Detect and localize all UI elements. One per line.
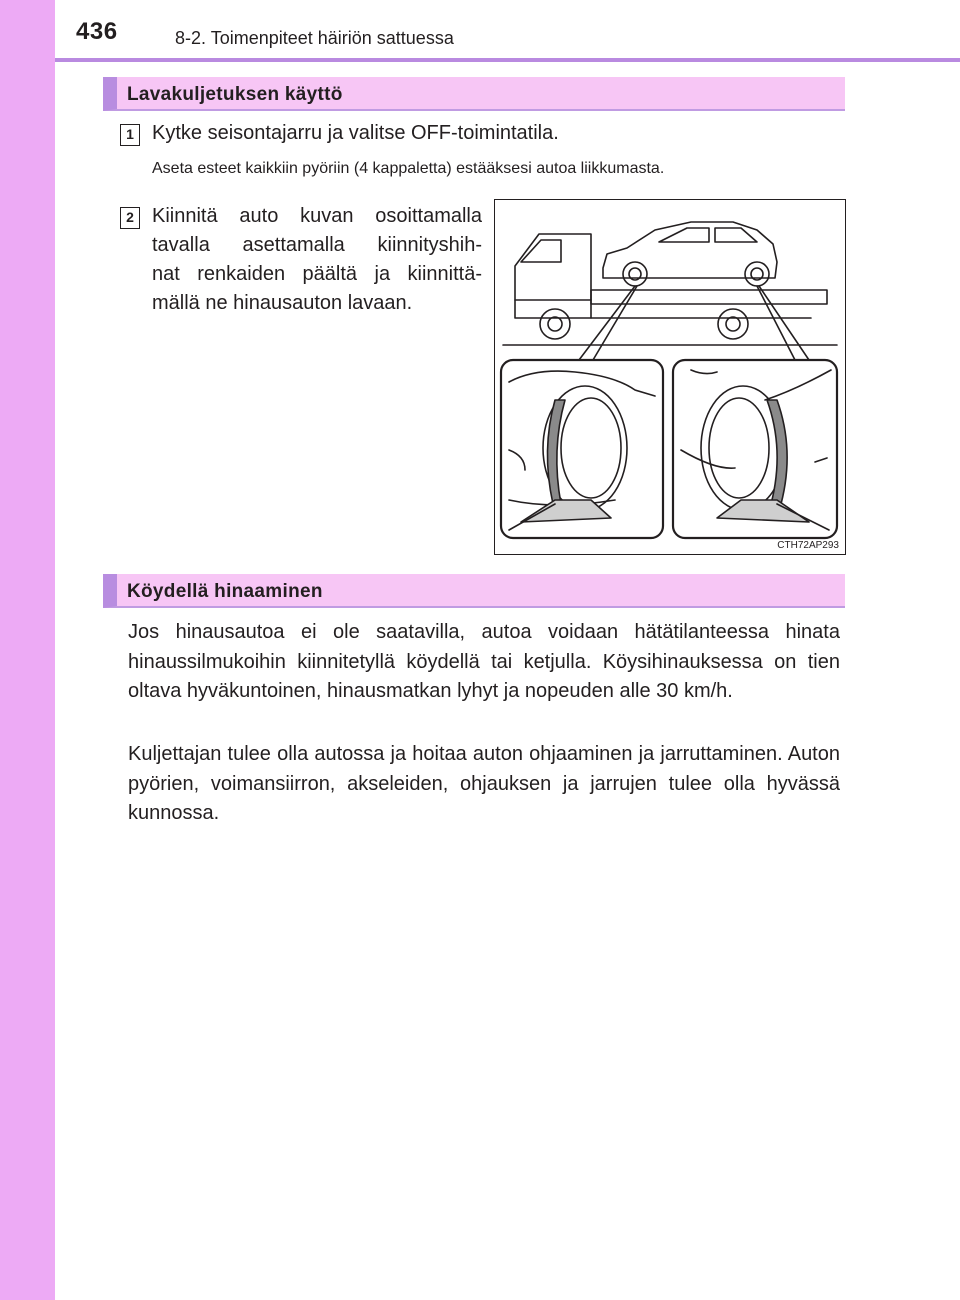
car-body: [603, 222, 777, 278]
header-divider: [55, 58, 960, 62]
front-strap: [547, 400, 565, 504]
step-1-text: Kytke seisontajarru ja valitse OFF-toimintatila.: [152, 122, 559, 144]
callout-front: [579, 286, 637, 360]
step-2-line: nat renkaiden päältä ja kiinnittä-: [152, 263, 482, 285]
car-rear-wheel: [745, 262, 769, 286]
truck-rear-wheel: [718, 309, 748, 339]
flatbed-diagram-svg: [495, 200, 844, 553]
rope-towing-paragraph-1: Jos hinausautoa ei ole saatavilla, autoa voidaan hätätilanteessa hinata hinaussilmukoihin kiinnitetyllä köydellä tai ketjulla. Köysihinauksessa on tien oltava hyväkuntoinen, hinausmatkan lyhyt ja nopeuden alle 30 km/h.: [128, 621, 840, 702]
figure-code: CTH72AP293: [777, 540, 839, 551]
page-number: 436: [76, 18, 118, 45]
step-2-line: tavalla asettamalla kiinnityshih-: [152, 234, 482, 256]
step-badge-2: 2: [120, 207, 140, 229]
rear-strap: [767, 400, 787, 504]
callout-rear: [757, 286, 809, 360]
section-heading-rope-towing: [103, 574, 845, 608]
section-heading-label: Lavakuljetuksen käyttö: [127, 84, 343, 105]
step-2-text: [152, 202, 482, 318]
truck-front-wheel: [540, 309, 570, 339]
section-heading-label: Köydellä hinaaminen: [127, 581, 323, 602]
step-badge-1: 1: [120, 124, 140, 146]
car-front-wheel: [623, 262, 647, 286]
truck-cab: [515, 234, 591, 318]
rope-towing-paragraph-2: Kuljettajan tulee olla autossa ja hoitaa auton ohjaaminen ja jarruttaminen. Auton pyörien, voimansiirron, akseleiden, ohjauksen ja jarrujen tulee olla hyvässä kunnossa.: [128, 743, 840, 824]
chapter-title: 8-2. Toimenpiteet häiriön sattuessa: [175, 28, 454, 48]
rear-chock: [717, 500, 809, 522]
step-1-note: Aseta esteet kaikkiin pyöriin (4 kappaletta) estääksesi autoa liikkumasta.: [152, 160, 665, 177]
step-2-line: mällä ne hinausauton lavaan.: [152, 292, 413, 314]
tow-truck-illustration: [494, 199, 846, 555]
side-tab-strip: [0, 0, 55, 1300]
step-2-line: Kiinnitä auto kuvan osoittamalla: [152, 205, 482, 227]
section-heading-flatbed: [103, 77, 845, 111]
